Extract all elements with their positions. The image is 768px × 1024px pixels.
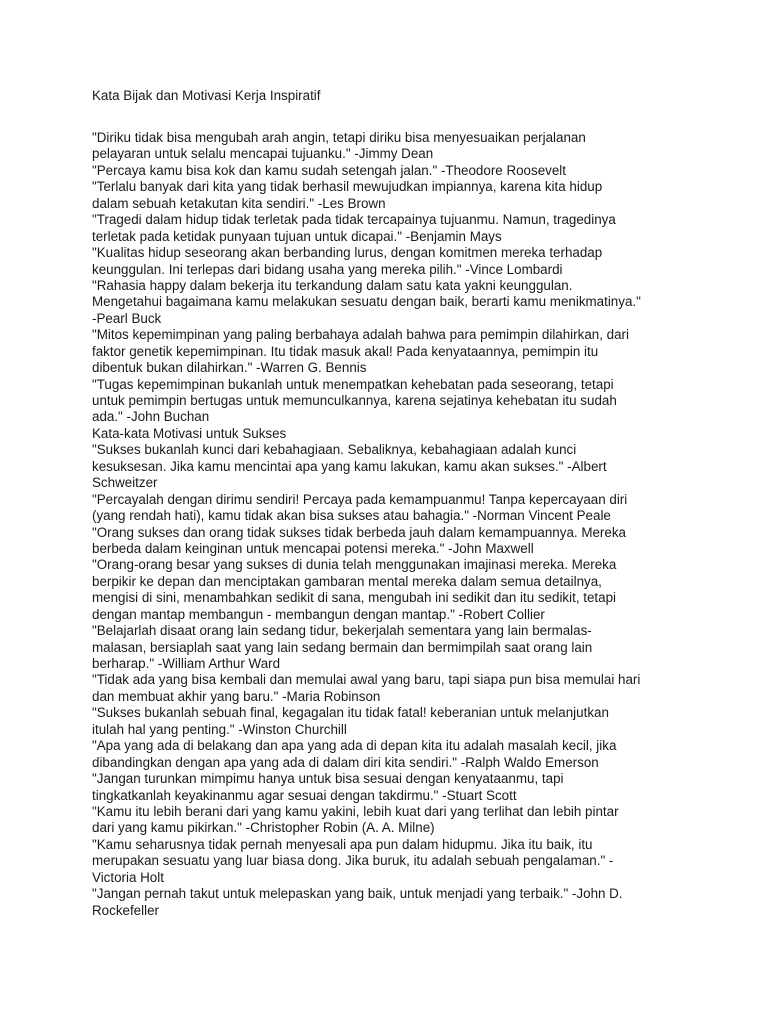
text-line: berbeda dalam keinginan untuk mencapai potensi mereka." -John Maxwell	[92, 540, 534, 556]
text-line: "Kamu seharusnya tidak pernah menyesali apa pun dalam hidupmu. Jika itu baik, itu	[92, 836, 593, 852]
text-line: "Rahasia happy dalam bekerja itu terkandung dalam satu kata yakni keunggulan.	[92, 277, 573, 293]
text-line: berharap." -William Arthur Ward	[92, 656, 281, 671]
text-line: dan membuat akhir yang baru." -Maria Robinson	[92, 688, 381, 704]
text-line: Mengetahui bagaimana kamu melakukan sesuatu dengan baik, berarti kamu menikmatinya."	[92, 294, 641, 310]
text-line: Kata-kata Motivasi untuk Sukses	[92, 425, 287, 441]
text-line: "Jangan pernah takut untuk melepaskan yang baik, untuk menjadi yang terbaik." -John D.	[92, 886, 623, 902]
text-line: itulah hal yang penting." -Winston Churchill	[92, 721, 347, 737]
text-line: merupakan sesuatu yang luar biasa dong. Jika buruk, itu adalah sebuah pengalaman." -	[92, 853, 614, 869]
text-line: "Apa yang ada di belakang dan apa yang ada di depan kita itu adalah masalah kecil, jika	[92, 738, 617, 754]
document-title: Kata Bijak dan Motivasi Kerja Inspiratif	[92, 88, 321, 103]
text-line: untuk pemimpin bertugas untuk memunculkannya, karena sejatinya kehebatan itu sudah	[92, 393, 617, 408]
text-line: dengan mantap membangun - membangun dengan mantap." -Robert Collier	[92, 606, 545, 622]
text-line: Victoria Holt	[92, 869, 164, 885]
text-line: "Sukses bukanlah kunci dari kebahagiaan. Sebaliknya, kebahagiaan adalah kunci	[92, 442, 577, 458]
text-line: "Kualitas hidup seseorang akan berbanding lurus, dengan komitmen mereka terhadap	[92, 245, 603, 261]
text-line: "Percayalah dengan dirimu sendiri! Percaya pada kemampuanmu! Tanpa kepercayaan diri	[92, 491, 628, 507]
text-line: dalam sebuah ketakutan kita sendiri." -Les Brown	[92, 195, 386, 211]
text-line: terletak pada ketidak punyaan tujuan untuk dicapai." -Benjamin Mays	[92, 228, 502, 244]
document-body	[92, 130, 692, 919]
text-line: "Terlalu banyak dari kita yang tidak berhasil mewujudkan impiannya, karena kita hidup	[92, 179, 603, 195]
text-line: keunggulan. Ini terlepas dari bidang usaha yang mereka pilih." -Vince Lombardi	[92, 261, 563, 277]
text-line: pelayaran untuk selalu mencapai tujuanku." -Jimmy Dean	[92, 146, 434, 162]
text-line: "Tidak ada yang bisa kembali dan memulai awal yang baru, tapi siapa pun bisa memulai hari	[92, 672, 641, 688]
text-line: "Kamu itu lebih berani dari yang kamu yakini, lebih kuat dari yang terlihat dan lebih pintar	[92, 803, 619, 819]
text-line: "Tragedi dalam hidup tidak terletak pada tidak tercapainya tujuanmu. Namun, tragedinya	[92, 212, 616, 228]
text-line: "Orang-orang besar yang sukses di dunia telah menggunakan imajinasi mereka. Mereka	[92, 557, 617, 573]
text-line: "Percaya kamu bisa kok dan kamu sudah setengah jalan." -Theodore Roosevelt	[92, 162, 566, 178]
text-line: faktor genetik kepemimpinan. Itu tidak masuk akal! Pada kenyataannya, pemimpin itu	[92, 343, 599, 359]
text-line: berpikir ke depan dan menciptakan gambaran mental mereka dalam semua detailnya,	[92, 573, 602, 589]
text-line: kesuksesan. Jika kamu mencintai apa yang kamu lakukan, kamu akan sukses." -Albert	[92, 458, 607, 474]
text-line: tingkatkanlah keyakinanmu agar sesuai dengan takdirmu." -Stuart Scott	[92, 787, 517, 803]
text-line: "Orang sukses dan orang tidak sukses tidak berbeda jauh dalam kemampuannya. Mereka	[92, 524, 626, 540]
text-line: (yang rendah hati), kamu tidak akan bisa sukses atau bahagia." -Norman Vincent Peale	[92, 508, 611, 524]
text-line: "Jangan turunkan mimpimu hanya untuk bisa sesuai dengan kenyataanmu, tapi	[92, 771, 564, 787]
text-line: "Sukses bukanlah sebuah final, kegagalan itu tidak fatal! keberanian untuk melanjutkan	[92, 705, 609, 721]
text-line: malasan, bersiaplah saat yang lain sedang bermain dan bermimpilah saat orang lain	[92, 639, 593, 655]
text-line: Schweitzer	[92, 475, 158, 491]
text-line: dibentuk bukan dilahirkan." -Warren G. Bennis	[92, 360, 367, 376]
text-line: dari yang kamu pikirkan." -Christopher Robin (A. A. Milne)	[92, 820, 435, 836]
text-line: Rockefeller	[92, 902, 159, 918]
text-line: "Belajarlah disaat orang lain sedang tidur, bekerjalah sementara yang lain bermalas-	[92, 623, 592, 639]
text-line: dibandingkan dengan apa yang ada di dalam diri kita sendiri." -Ralph Waldo Emerson	[92, 754, 599, 770]
text-line: "Tugas kepemimpinan bukanlah untuk menempatkan kehebatan pada seseorang, tetapi	[92, 376, 614, 392]
text-line: ada." -John Buchan	[92, 409, 210, 425]
text-line: -Pearl Buck	[92, 310, 162, 326]
text-line: mengisi di sini, menambahkan sedikit di sana, mengubah ini sedikit dan itu sedikit, tetapi	[92, 590, 617, 606]
text-line: "Mitos kepemimpinan yang paling berbahaya adalah bahwa para pemimpin dilahirkan, dari	[92, 327, 629, 343]
text-line: "Diriku tidak bisa mengubah arah angin, tetapi diriku bisa menyesuaikan perjalanan	[92, 130, 586, 145]
